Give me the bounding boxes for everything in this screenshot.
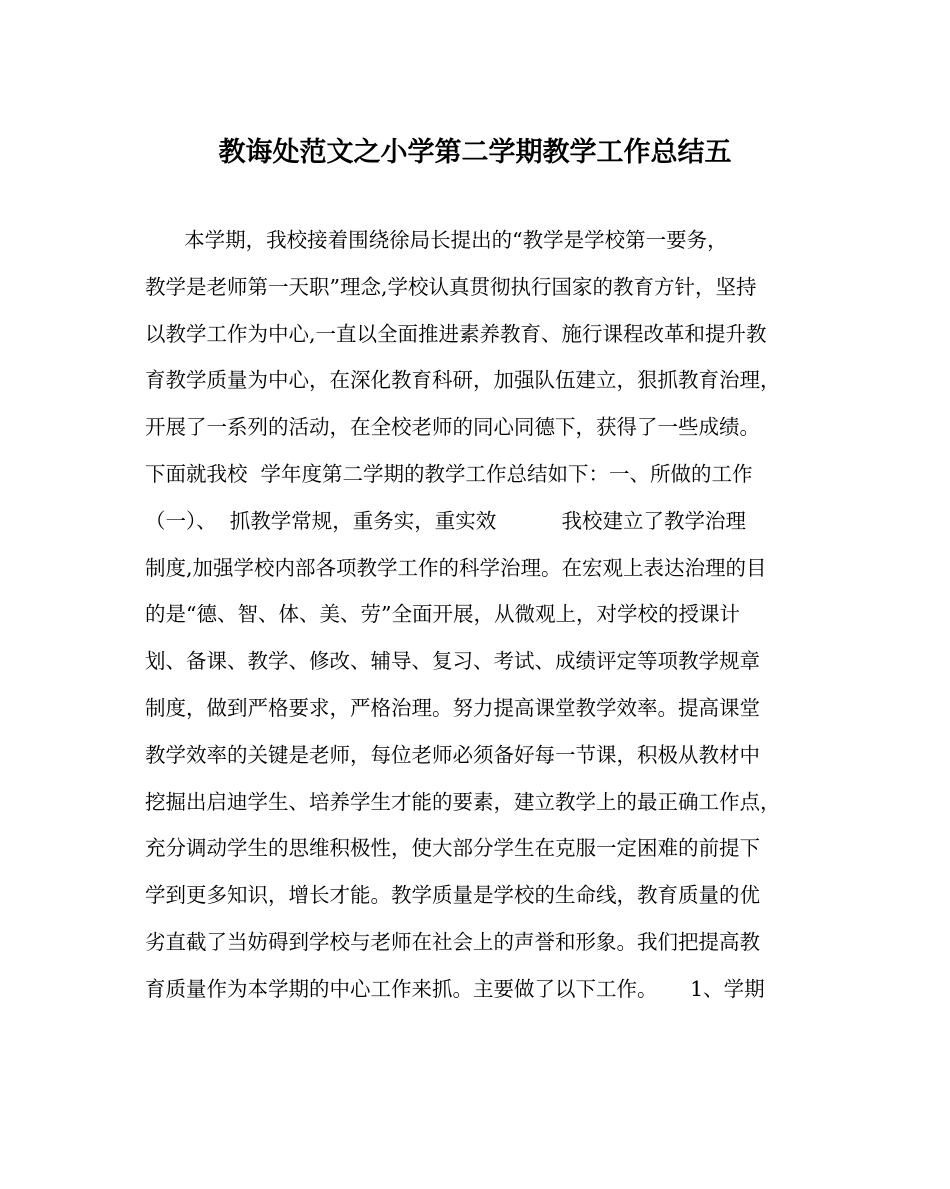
body-line: 育教学质量为中心，在深化教育科研，加强队伍建立，狠抓教育治理，: [145, 368, 781, 393]
body-line: 学到更多知识，增长才能。教学质量是学校的生命线，教育质量的优: [145, 883, 760, 908]
body-line: 教学是老师第一天职”理念,学校认真贯彻执行国家的教育方针，坚持: [145, 274, 757, 299]
body-line: 教学效率的关键是老师，每位老师必须备好每一节课，积极从教材中: [145, 742, 760, 767]
body-line: 划、备课、教学、修改、辅导、复习、考试、成绩评定等项教学规章: [145, 649, 760, 674]
body-line: 制度,加强学校内部各项教学工作的科学治理。在宏观上表达治理的目: [145, 555, 767, 580]
body-line: 开展了一系列的活动，在全校老师的同心同德下，获得了一些成绩。: [145, 415, 760, 440]
body-line: 制度，做到严格要求，严格治理。努力提高课堂教学效率。提高课堂: [145, 695, 760, 720]
body-line: 劣直截了当妨碍到学校与老师在社会上的声誉和形象。我们把提高教: [145, 929, 760, 954]
body-line: （一）、 抓教学常规，重务实，重实效 我校建立了教学治理: [145, 508, 746, 533]
body-line: 挖掘出启迪学生、培养学生才能的要素，建立教学上的最正确工作点，: [145, 789, 781, 814]
document-body: [145, 225, 815, 1021]
body-line: 下面就我校 学年度第二学期的教学工作总结如下：一、所做的工作: [145, 461, 753, 486]
body-line: 以教学工作为中心,一直以全面推进素养教育、施行课程改革和提升教: [145, 321, 767, 346]
body-line: 育质量作为本学期的中心工作来抓。主要做了以下工作。 1、学期: [145, 976, 765, 1001]
body-line: 充分调动学生的思维积极性，使大部分学生在克服一定困难的前提下: [145, 836, 760, 861]
body-line: 的是“德、智、体、美、劳”全面开展，从微观上，对学校的授课计: [145, 602, 740, 627]
document-title: 教诲处范文之小学第二学期教学工作总结五: [218, 137, 732, 168]
body-line: 本学期，我校接着围绕徐局长提出的“教学是学校第一要务，: [145, 228, 728, 252]
